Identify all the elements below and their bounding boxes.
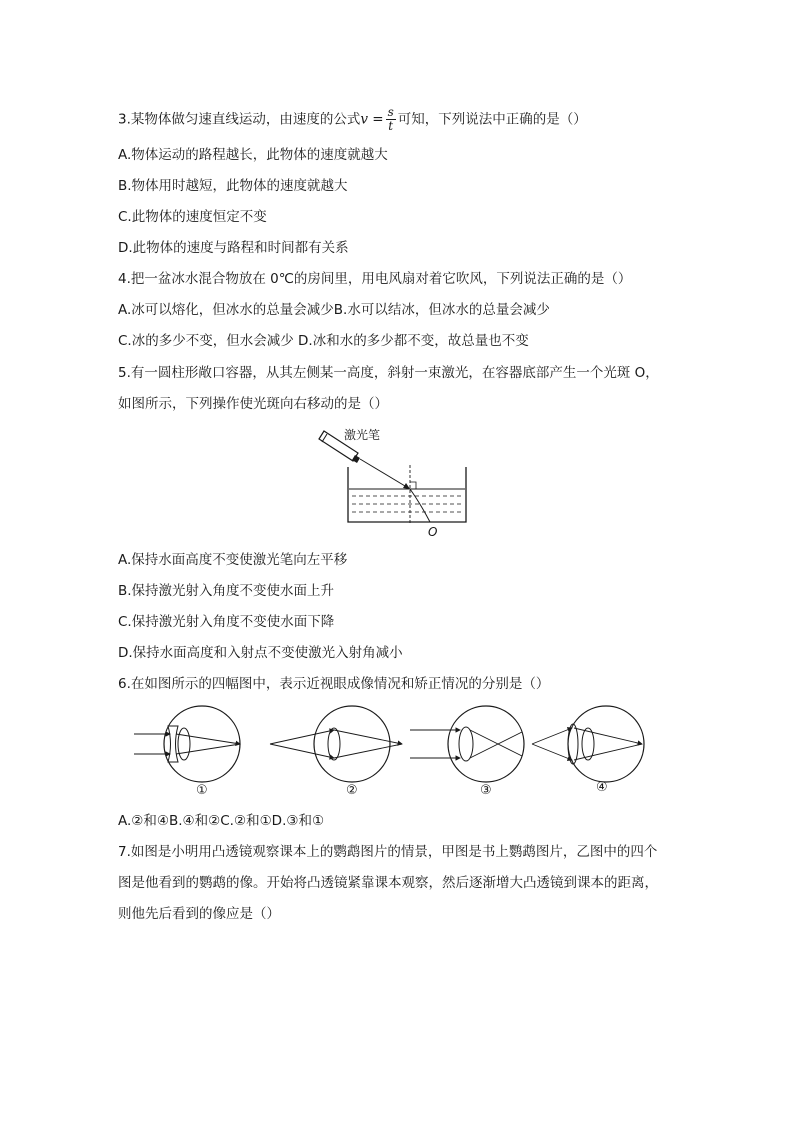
incident-beam bbox=[360, 459, 410, 489]
eye-diagram-3-label: ③ bbox=[480, 783, 492, 798]
right-angle-mark bbox=[410, 482, 416, 489]
eye-diagram-2-label: ② bbox=[346, 783, 358, 798]
q5-option-d: D.保持水面高度和入射点不变使激光入射角减小 bbox=[118, 645, 403, 661]
q5-option-a: A.保持水面高度不变使激光笔向左平移 bbox=[118, 552, 348, 568]
eye-diagrams-figure bbox=[120, 700, 680, 800]
light-spot-label: O bbox=[428, 525, 438, 539]
laser-pen-label: 激光笔 bbox=[344, 428, 381, 442]
eye-diagram-2 bbox=[270, 706, 402, 782]
eye-diagram-1-label: ① bbox=[196, 783, 208, 798]
q7-stem-line2: 图是他看到的鹦鹉的像。开始将凸透镜紧靠课本观察，然后逐渐增大凸透镜到课本的距离， bbox=[118, 875, 658, 891]
q5-option-c: C.保持激光射入角度不变使水面下降 bbox=[118, 614, 335, 630]
laser-container-figure bbox=[310, 425, 485, 540]
q4-options-line2: C.冰的多少不变，但水会减少 D.冰和水的多少都不变，故总量也不变 bbox=[118, 333, 529, 349]
eye-diagram-4-label: ④ bbox=[596, 780, 608, 795]
water-hatching bbox=[352, 496, 462, 512]
q5-stem-line2: 如图所示，下列操作使光斑向右移动的是（） bbox=[118, 396, 388, 412]
q6-stem: 6.在如图所示的四幅图中，表示近视眼成像情况和矫正情况的分别是（） bbox=[118, 676, 550, 692]
q3-formula-numerator: s bbox=[387, 105, 394, 119]
container-outline bbox=[348, 467, 466, 522]
q3-stem-suffix: 可知，下列说法中正确的是（） bbox=[397, 111, 587, 128]
q3-formula-fraction bbox=[386, 106, 396, 133]
eye-diagram-4 bbox=[532, 706, 644, 782]
q5-option-b: B.保持激光射入角度不变使水面上升 bbox=[118, 583, 335, 599]
eye-diagram-1 bbox=[134, 706, 240, 782]
q6-options: A.②和④B.④和②C.②和①D.③和① bbox=[118, 813, 325, 829]
q3-stem-prefix: 3.某物体做匀速直线运动，由速度的公式 bbox=[118, 111, 361, 128]
q7-stem-line1: 7.如图是小明用凸透镜观察课本上的鹦鹉图片的情景，甲图是书上鹦鹉图片，乙图中的四个 bbox=[118, 844, 658, 860]
refracted-beam bbox=[410, 489, 430, 522]
q4-stem: 4.把一盆冰水混合物放在 0℃的房间里，用电风扇对着它吹风，下列说法正确的是（） bbox=[118, 271, 632, 287]
q3-option-b: B.物体用时越短，此物体的速度就越大 bbox=[118, 178, 348, 194]
q3-option-c: C.此物体的速度恒定不变 bbox=[118, 209, 267, 225]
q7-stem-line3: 则他先后看到的像应是（） bbox=[118, 906, 280, 922]
q3-option-d: D.此物体的速度与路程和时间都有关系 bbox=[118, 240, 349, 256]
q3-option-a: A.物体运动的路程越长，此物体的速度就越大 bbox=[118, 147, 388, 163]
q3-formula-lhs: v = bbox=[360, 111, 384, 128]
q4-options-line1: A.冰可以熔化，但冰水的总量会减少B.水可以结冰，但冰水的总量会减少 bbox=[118, 302, 550, 318]
q5-stem-line1: 5.有一圆柱形敞口容器，从其左侧某一高度，斜射一束激光，在容器底部产生一个光斑 O， bbox=[118, 365, 659, 381]
q3-formula-denominator: t bbox=[386, 119, 396, 133]
q3-stem bbox=[118, 106, 587, 133]
eye-diagram-3 bbox=[410, 706, 524, 782]
